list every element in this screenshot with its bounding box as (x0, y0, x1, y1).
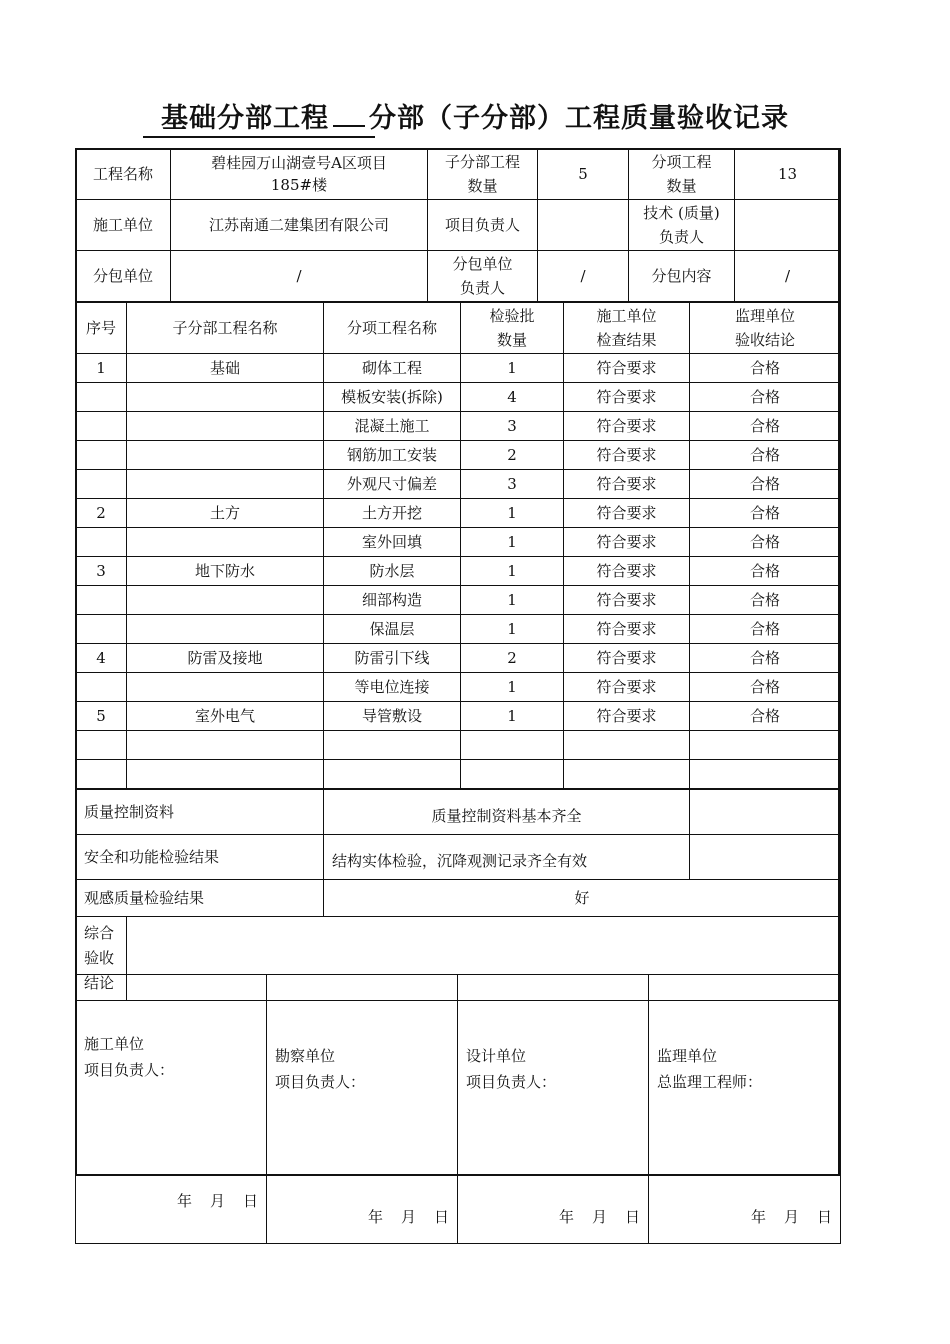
cell: 3 (461, 412, 564, 441)
cell: 砌体工程 (324, 354, 461, 383)
cell: 土方 (127, 499, 324, 528)
cell: 合格 (690, 441, 841, 470)
cell: 合格 (690, 383, 841, 412)
title-part-b: 分部（子分部）工程质量验收记录 (369, 103, 789, 134)
contractor-label: 施工单位 (76, 200, 171, 251)
cell: 5 (76, 702, 127, 731)
signature-role: 项目负责人： (84, 1061, 175, 1079)
conclusion-label-2: 验收 (84, 949, 115, 967)
item-count-label: 分项工程数量 (629, 149, 735, 200)
cell: 符合要求 (564, 702, 690, 731)
sub-count-value: 5 (538, 149, 629, 200)
visual-label: 观感质量检验结果 (76, 880, 324, 917)
cell: 1 (461, 499, 564, 528)
col-header-batch-count: 检验批数量 (461, 303, 564, 354)
cell: 符合要求 (564, 441, 690, 470)
cell: 合格 (690, 470, 841, 499)
col-header-sub-name: 子分部工程名称 (127, 303, 324, 354)
cell: 钢筋加工安装 (324, 441, 461, 470)
cell: 合格 (690, 615, 841, 644)
cell: 外观尺寸偏差 (324, 470, 461, 499)
conclusion-label-1: 综合 (84, 924, 115, 942)
cell: 防水层 (324, 557, 461, 586)
cell: 合格 (690, 557, 841, 586)
date-year: 年 (176, 1192, 192, 1210)
cell: 基础 (127, 354, 324, 383)
sub-unit-value: / (171, 251, 428, 302)
signature-unit: 监理单位 (657, 1047, 718, 1065)
date-month: 月 (209, 1192, 225, 1210)
cell: 符合要求 (564, 673, 690, 702)
project-name-label: 工程名称 (76, 149, 171, 200)
cell: 1 (76, 354, 127, 383)
signature-role: 总监理工程师： (657, 1073, 763, 1091)
cell: 1 (461, 354, 564, 383)
col-header-contractor-result: 施工单位检查结果 (564, 303, 690, 354)
sub-content-value: / (735, 251, 841, 302)
cell: 2 (461, 644, 564, 673)
title-underline (143, 136, 375, 138)
cell: 1 (461, 615, 564, 644)
signature-unit: 勘察单位 (275, 1047, 336, 1065)
sub-pm-value: / (538, 251, 629, 302)
safety-value: 结构实体检验，沉降观测记录齐全有效 (324, 835, 690, 880)
visual-value: 好 (324, 880, 841, 917)
sub-pm-label: 分包单位负责人 (428, 251, 538, 302)
signature-role: 项目负责人： (275, 1073, 366, 1091)
date-day: 日 (433, 1208, 449, 1226)
cell: 合格 (690, 528, 841, 557)
safety-label: 安全和功能检验结果 (76, 835, 324, 880)
cell: 合格 (690, 412, 841, 441)
project-name-value: 碧桂园万山湖壹号A区项目185#楼 (171, 149, 428, 200)
page-title (0, 96, 950, 135)
qc-label: 质量控制资料 (76, 790, 324, 835)
cell: 符合要求 (564, 528, 690, 557)
signature-role: 项目负责人： (466, 1073, 557, 1091)
col-header-supervisor-result: 监理单位验收结论 (690, 303, 841, 354)
cell: 保温层 (324, 615, 461, 644)
cell: 1 (461, 673, 564, 702)
cell: 等电位连接 (324, 673, 461, 702)
cell: 2 (461, 441, 564, 470)
signature-date (159, 1189, 258, 1213)
cell: 模板安装(拆除) (324, 383, 461, 412)
sub-content-label: 分包内容 (629, 251, 735, 302)
cell: 合格 (690, 673, 841, 702)
cell: 4 (461, 383, 564, 412)
date-month: 月 (400, 1208, 416, 1226)
cell: 符合要求 (564, 383, 690, 412)
tech-label: 技术 (质量)负责人 (629, 200, 735, 251)
cell: 室外电气 (127, 702, 324, 731)
title-part-a: 基础分部工程 (161, 103, 329, 134)
date-year: 年 (558, 1208, 574, 1226)
cell: 1 (461, 528, 564, 557)
col-header-item-name: 分项工程名称 (324, 303, 461, 354)
cell: 防雷引下线 (324, 644, 461, 673)
date-day: 日 (242, 1192, 258, 1210)
cell: 符合要求 (564, 615, 690, 644)
conclusion-label-3: 结论 (84, 974, 115, 992)
cell: 符合要求 (564, 586, 690, 615)
cell: 1 (461, 586, 564, 615)
cell: 符合要求 (564, 499, 690, 528)
cell: 合格 (690, 354, 841, 383)
cell: 1 (461, 702, 564, 731)
date-day: 日 (624, 1208, 640, 1226)
date-month: 月 (591, 1208, 607, 1226)
date-month: 月 (783, 1208, 799, 1226)
cell: 导管敷设 (324, 702, 461, 731)
cell: 土方开挖 (324, 499, 461, 528)
qc-value: 质量控制资料基本齐全 (324, 790, 690, 835)
date-day: 日 (816, 1208, 832, 1226)
signature-date (541, 1205, 640, 1229)
cell: 符合要求 (564, 470, 690, 499)
cell: 防雷及接地 (127, 644, 324, 673)
cell: 合格 (690, 644, 841, 673)
contractor-value: 江苏南通二建集团有限公司 (171, 200, 428, 251)
cell: 2 (76, 499, 127, 528)
pm-label: 项目负责人 (428, 200, 538, 251)
item-count-value: 13 (735, 149, 841, 200)
signature-date (350, 1205, 449, 1229)
cell: 1 (461, 557, 564, 586)
cell: 合格 (690, 586, 841, 615)
cell: 4 (76, 644, 127, 673)
cell: 地下防水 (127, 557, 324, 586)
cell: 室外回填 (324, 528, 461, 557)
date-year: 年 (367, 1208, 383, 1226)
sub-unit-label: 分包单位 (76, 251, 171, 302)
cell: 3 (461, 470, 564, 499)
cell: 符合要求 (564, 354, 690, 383)
signature-unit: 施工单位 (84, 1035, 145, 1053)
cell: 3 (76, 557, 127, 586)
cell: 符合要求 (564, 412, 690, 441)
cell: 符合要求 (564, 644, 690, 673)
cell: 符合要求 (564, 557, 690, 586)
cell: 细部构造 (324, 586, 461, 615)
signature-unit: 设计单位 (466, 1047, 527, 1065)
cell: 混凝土施工 (324, 412, 461, 441)
form-frame (75, 148, 840, 1176)
cell: 合格 (690, 702, 841, 731)
signature-date (733, 1205, 832, 1229)
date-year: 年 (750, 1208, 766, 1226)
col-header-seq: 序号 (76, 303, 127, 354)
sub-count-label: 子分部工程数量 (428, 149, 538, 200)
cell: 合格 (690, 499, 841, 528)
